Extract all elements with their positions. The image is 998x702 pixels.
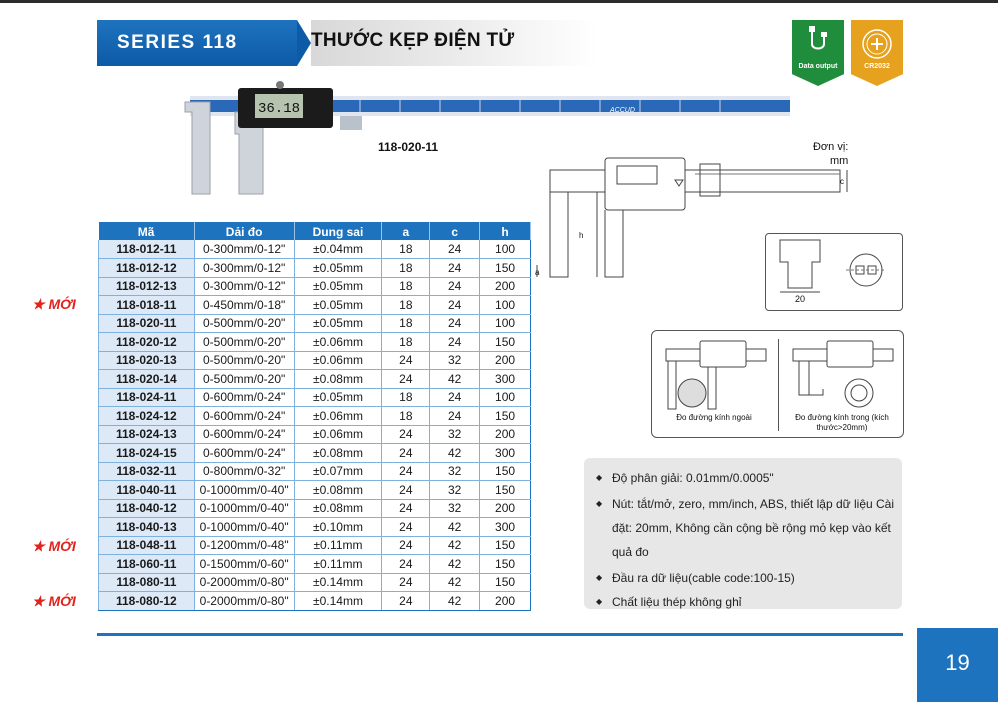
cell-a: 24 xyxy=(382,536,430,555)
cell-code: 118-018-11 xyxy=(99,296,195,315)
battery-label: CR2032 xyxy=(864,63,890,70)
cell-a: 24 xyxy=(382,518,430,537)
cell-c: 24 xyxy=(430,296,480,315)
new-marker: ★ MỚI xyxy=(32,593,76,609)
table-row xyxy=(99,592,531,611)
cell-c: 42 xyxy=(430,555,480,574)
cell-a: 24 xyxy=(382,351,430,370)
cell-a: 18 xyxy=(382,240,430,259)
data-output-label: Data output xyxy=(798,63,838,70)
cell-tolerance: ±0.08mm xyxy=(294,499,382,518)
series-label: SERIES 118 xyxy=(97,20,297,66)
cell-h: 200 xyxy=(480,277,531,296)
cell-tolerance: ±0.07mm xyxy=(294,462,382,481)
cell-tolerance: ±0.08mm xyxy=(294,370,382,389)
cell-h: 150 xyxy=(480,536,531,555)
cell-a: 18 xyxy=(382,296,430,315)
cell-tolerance: ±0.05mm xyxy=(294,296,382,315)
cell-tolerance: ±0.14mm xyxy=(294,573,382,592)
table-row xyxy=(99,444,531,463)
table-row xyxy=(99,425,531,444)
cell-a: 18 xyxy=(382,407,430,426)
cell-range: 0-300mm/0-12" xyxy=(194,240,294,259)
cell-h: 300 xyxy=(480,518,531,537)
cell-c: 24 xyxy=(430,407,480,426)
cell-c: 24 xyxy=(430,388,480,407)
table-row xyxy=(99,573,531,592)
cell-tolerance: ±0.06mm xyxy=(294,425,382,444)
jaw-detail-drawing xyxy=(766,234,902,310)
cell-c: 42 xyxy=(430,518,480,537)
table-row xyxy=(99,499,531,518)
spec-table-body xyxy=(99,240,531,610)
cell-code: 118-020-14 xyxy=(99,370,195,389)
cell-a: 24 xyxy=(382,592,430,611)
table-row xyxy=(99,407,531,426)
cell-h: 200 xyxy=(480,592,531,611)
cell-a: 18 xyxy=(382,314,430,333)
cell-h: 150 xyxy=(480,259,531,278)
outside-measure-drawing xyxy=(652,337,778,417)
jaw-width-label: 20 xyxy=(794,294,806,304)
dim-c-label: c xyxy=(840,177,844,186)
cell-c: 42 xyxy=(430,444,480,463)
col-header-code: Mã xyxy=(99,222,195,240)
dim-a-label: a xyxy=(535,268,540,277)
table-row xyxy=(99,314,531,333)
table-header-row xyxy=(99,222,531,240)
series-banner xyxy=(97,20,597,66)
cell-code: 118-020-12 xyxy=(99,333,195,352)
dim-h-label: h xyxy=(579,231,584,240)
col-header-range: Dải đo xyxy=(194,222,294,240)
col-header-c: c xyxy=(430,222,480,240)
model-label: 118-020-11 xyxy=(378,140,439,154)
col-header-h: h xyxy=(480,222,531,240)
cell-range: 0-2000mm/0-80" xyxy=(194,592,294,611)
cell-h: 150 xyxy=(480,462,531,481)
cell-code: 118-012-11 xyxy=(99,240,195,259)
cell-tolerance: ±0.11mm xyxy=(294,536,382,555)
cell-tolerance: ±0.06mm xyxy=(294,407,382,426)
cell-h: 300 xyxy=(480,370,531,389)
top-rule xyxy=(0,0,998,3)
cell-a: 18 xyxy=(382,333,430,352)
battery-cell-icon xyxy=(851,22,903,64)
cell-range: 0-500mm/0-20" xyxy=(194,333,294,352)
cell-h: 100 xyxy=(480,314,531,333)
cell-c: 32 xyxy=(430,425,480,444)
cell-a: 24 xyxy=(382,462,430,481)
cell-h: 300 xyxy=(480,444,531,463)
cell-a: 18 xyxy=(382,277,430,296)
cell-tolerance: ±0.05mm xyxy=(294,388,382,407)
cell-a: 24 xyxy=(382,425,430,444)
feature-item: ◆ Chất liệu thép không ghỉ xyxy=(612,590,894,614)
lcd-reading: 36.18 xyxy=(257,101,301,117)
feature-item: ◆ Độ phân giải: 0.01mm/0.0005" xyxy=(612,466,894,490)
table-row xyxy=(99,277,531,296)
outside-diameter-caption: Đo đường kính ngoài xyxy=(676,413,752,422)
cell-tolerance: ±0.05mm xyxy=(294,259,382,278)
table-row xyxy=(99,296,531,315)
features-panel xyxy=(584,458,902,609)
cell-c: 24 xyxy=(430,259,480,278)
cell-h: 100 xyxy=(480,240,531,259)
new-marker: ★ MỚI xyxy=(32,296,76,312)
table-row xyxy=(99,388,531,407)
cell-code: 118-040-13 xyxy=(99,518,195,537)
cell-c: 24 xyxy=(430,240,480,259)
cell-c: 42 xyxy=(430,573,480,592)
cell-c: 32 xyxy=(430,499,480,518)
cell-h: 150 xyxy=(480,407,531,426)
new-marker: ★ MỚI xyxy=(32,538,76,554)
cell-c: 42 xyxy=(430,592,480,611)
cell-range: 0-1500mm/0-60" xyxy=(194,555,294,574)
cell-code: 118-024-13 xyxy=(99,425,195,444)
cell-a: 24 xyxy=(382,444,430,463)
cell-tolerance: ±0.08mm xyxy=(294,444,382,463)
cell-a: 24 xyxy=(382,370,430,389)
cell-c: 42 xyxy=(430,370,480,389)
col-header-tolerance: Dung sai xyxy=(294,222,382,240)
cell-code: 118-080-11 xyxy=(99,573,195,592)
feature-item: ◆ Đầu ra dữ liệu(cable code:100-15) xyxy=(612,566,894,590)
cell-code: 118-020-11 xyxy=(99,314,195,333)
footer-rule xyxy=(97,633,903,636)
table-row xyxy=(99,555,531,574)
cell-range: 0-600mm/0-24" xyxy=(194,444,294,463)
cell-c: 32 xyxy=(430,462,480,481)
cell-range: 0-1000mm/0-40" xyxy=(194,518,294,537)
cell-code: 118-048-11 xyxy=(99,536,195,555)
cell-c: 42 xyxy=(430,536,480,555)
page-number: 19 xyxy=(945,650,970,675)
cell-range: 0-500mm/0-20" xyxy=(194,370,294,389)
cell-tolerance: ±0.08mm xyxy=(294,481,382,500)
cell-c: 32 xyxy=(430,351,480,370)
cell-range: 0-800mm/0-32" xyxy=(194,462,294,481)
cell-tolerance: ±0.14mm xyxy=(294,592,382,611)
cell-range: 0-450mm/0-18" xyxy=(194,296,294,315)
table-row xyxy=(99,518,531,537)
usb-cable-icon xyxy=(792,22,844,64)
cell-c: 32 xyxy=(430,481,480,500)
cell-h: 200 xyxy=(480,499,531,518)
cell-h: 200 xyxy=(480,425,531,444)
cell-code: 118-024-12 xyxy=(99,407,195,426)
cell-a: 18 xyxy=(382,388,430,407)
table-row xyxy=(99,481,531,500)
cell-code: 118-080-12 xyxy=(99,592,195,611)
cell-range: 0-1200mm/0-48" xyxy=(194,536,294,555)
cell-h: 150 xyxy=(480,333,531,352)
cell-code: 118-060-11 xyxy=(99,555,195,574)
cell-tolerance: ±0.10mm xyxy=(294,518,382,537)
cell-range: 0-600mm/0-24" xyxy=(194,425,294,444)
cell-code: 118-020-13 xyxy=(99,351,195,370)
cell-range: 0-600mm/0-24" xyxy=(194,407,294,426)
inside-measure-drawing xyxy=(779,337,905,417)
cell-code: 118-040-12 xyxy=(99,499,195,518)
cell-range: 0-600mm/0-24" xyxy=(194,388,294,407)
data-output-badge xyxy=(792,20,844,86)
cell-a: 24 xyxy=(382,573,430,592)
cell-range: 0-500mm/0-20" xyxy=(194,314,294,333)
cell-a: 24 xyxy=(382,499,430,518)
cell-tolerance: ±0.04mm xyxy=(294,240,382,259)
cell-h: 100 xyxy=(480,388,531,407)
cell-tolerance: ±0.11mm xyxy=(294,555,382,574)
cell-range: 0-1000mm/0-40" xyxy=(194,499,294,518)
cell-a: 24 xyxy=(382,555,430,574)
cell-h: 200 xyxy=(480,351,531,370)
cell-code: 118-032-11 xyxy=(99,462,195,481)
battery-badge xyxy=(851,20,903,86)
cell-code: 118-012-13 xyxy=(99,277,195,296)
cell-tolerance: ±0.05mm xyxy=(294,277,382,296)
cell-h: 150 xyxy=(480,573,531,592)
cell-h: 150 xyxy=(480,555,531,574)
cell-code: 118-012-12 xyxy=(99,259,195,278)
page-number-box xyxy=(917,628,998,702)
table-row xyxy=(99,536,531,555)
table-row xyxy=(99,333,531,352)
cell-tolerance: ±0.05mm xyxy=(294,314,382,333)
cell-a: 18 xyxy=(382,259,430,278)
col-header-a: a xyxy=(382,222,430,240)
cell-range: 0-300mm/0-12" xyxy=(194,259,294,278)
table-row xyxy=(99,370,531,389)
cell-range: 0-2000mm/0-80" xyxy=(194,573,294,592)
cell-c: 24 xyxy=(430,333,480,352)
cell-c: 24 xyxy=(430,277,480,296)
cell-range: 0-1000mm/0-40" xyxy=(194,481,294,500)
cell-code: 118-040-11 xyxy=(99,481,195,500)
cell-h: 150 xyxy=(480,481,531,500)
inside-diameter-caption: Đo đường kính trong (kích thước>20mm) xyxy=(795,413,889,432)
table-row xyxy=(99,259,531,278)
application-box xyxy=(651,330,904,438)
page-title: THƯỚC KẸP ĐIỆN TỬ xyxy=(311,30,515,51)
unit-label: Đơn vị: mm xyxy=(812,141,849,167)
cell-tolerance: ±0.06mm xyxy=(294,333,382,352)
cell-range: 0-300mm/0-12" xyxy=(194,277,294,296)
spec-table xyxy=(98,222,531,611)
cell-a: 24 xyxy=(382,481,430,500)
cell-tolerance: ±0.06mm xyxy=(294,351,382,370)
jaw-detail-box xyxy=(765,233,903,311)
feature-item: ◆ Nút: tắt/mở, zero, mm/inch, ABS, thiết lập dữ liệu Cài đặt: 20mm, Không cần cộng bề rộng mỏ kẹp vào kết quả đo xyxy=(612,492,894,564)
table-row xyxy=(99,240,531,259)
cell-range: 0-500mm/0-20" xyxy=(194,351,294,370)
brand-logo: ACCUD xyxy=(610,107,635,114)
cell-code: 118-024-11 xyxy=(99,388,195,407)
cell-c: 24 xyxy=(430,314,480,333)
table-row xyxy=(99,351,531,370)
table-row xyxy=(99,462,531,481)
cell-h: 100 xyxy=(480,296,531,315)
banner-arrow xyxy=(297,20,311,66)
cell-code: 118-024-15 xyxy=(99,444,195,463)
